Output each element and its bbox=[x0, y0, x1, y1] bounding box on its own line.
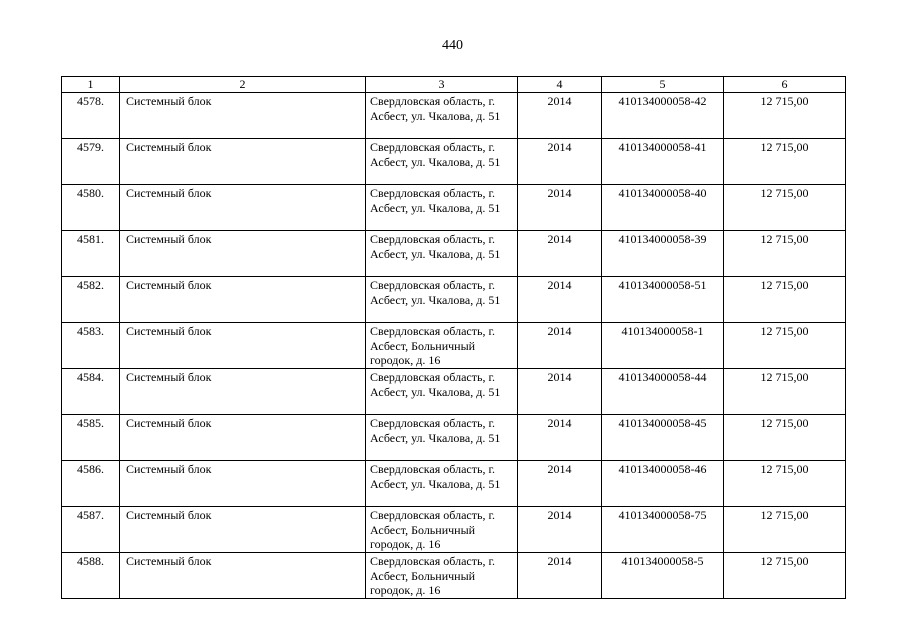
item-year: 2014 bbox=[518, 231, 602, 277]
item-cost: 12 715,00 bbox=[724, 139, 846, 185]
item-address: Свердловская область, г. Асбест, ул. Чкалова, д. 51 bbox=[366, 277, 518, 323]
inventory-number: 410134000058-1 bbox=[602, 323, 724, 369]
item-year: 2014 bbox=[518, 323, 602, 369]
item-name: Системный блок bbox=[120, 185, 366, 231]
table-row bbox=[62, 369, 846, 415]
inventory-number: 410134000058-44 bbox=[602, 369, 724, 415]
item-name: Системный блок bbox=[120, 323, 366, 369]
column-header: 5 bbox=[602, 77, 724, 93]
row-number: 4582. bbox=[62, 277, 120, 323]
inventory-number: 410134000058-45 bbox=[602, 415, 724, 461]
inventory-number: 410134000058-75 bbox=[602, 507, 724, 553]
row-number: 4580. bbox=[62, 185, 120, 231]
table-row bbox=[62, 507, 846, 553]
row-number: 4587. bbox=[62, 507, 120, 553]
column-header: 4 bbox=[518, 77, 602, 93]
inventory-number: 410134000058-5 bbox=[602, 553, 724, 599]
item-cost: 12 715,00 bbox=[724, 323, 846, 369]
item-cost: 12 715,00 bbox=[724, 461, 846, 507]
column-header: 3 bbox=[366, 77, 518, 93]
item-year: 2014 bbox=[518, 553, 602, 599]
row-number: 4581. bbox=[62, 231, 120, 277]
header-row bbox=[62, 77, 846, 93]
item-cost: 12 715,00 bbox=[724, 93, 846, 139]
row-number: 4588. bbox=[62, 553, 120, 599]
table-row bbox=[62, 461, 846, 507]
item-cost: 12 715,00 bbox=[724, 185, 846, 231]
item-name: Системный блок bbox=[120, 553, 366, 599]
table-row bbox=[62, 323, 846, 369]
item-name: Системный блок bbox=[120, 139, 366, 185]
property-table bbox=[61, 76, 846, 599]
item-name: Системный блок bbox=[120, 369, 366, 415]
row-number: 4584. bbox=[62, 369, 120, 415]
row-number: 4578. bbox=[62, 93, 120, 139]
page-number: 440 bbox=[442, 38, 463, 53]
item-cost: 12 715,00 bbox=[724, 231, 846, 277]
item-year: 2014 bbox=[518, 93, 602, 139]
item-address: Свердловская область, г. Асбест, Больничный городок, д. 16 bbox=[366, 507, 518, 553]
item-cost: 12 715,00 bbox=[724, 553, 846, 599]
table-row bbox=[62, 185, 846, 231]
inventory-number: 410134000058-42 bbox=[602, 93, 724, 139]
table-row bbox=[62, 231, 846, 277]
item-year: 2014 bbox=[518, 461, 602, 507]
item-address: Свердловская область, г. Асбест, ул. Чкалова, д. 51 bbox=[366, 231, 518, 277]
inventory-number: 410134000058-51 bbox=[602, 277, 724, 323]
column-header: 1 bbox=[62, 77, 120, 93]
item-address: Свердловская область, г. Асбест, Больничный городок, д. 16 bbox=[366, 553, 518, 599]
item-name: Системный блок bbox=[120, 93, 366, 139]
item-name: Системный блок bbox=[120, 231, 366, 277]
item-name: Системный блок bbox=[120, 461, 366, 507]
table-row bbox=[62, 277, 846, 323]
item-address: Свердловская область, г. Асбест, ул. Чкалова, д. 51 bbox=[366, 461, 518, 507]
item-name: Системный блок bbox=[120, 277, 366, 323]
row-number: 4579. bbox=[62, 139, 120, 185]
item-address: Свердловская область, г. Асбест, ул. Чкалова, д. 51 bbox=[366, 139, 518, 185]
row-number: 4585. bbox=[62, 415, 120, 461]
item-name: Системный блок bbox=[120, 507, 366, 553]
item-address: Свердловская область, г. Асбест, ул. Чкалова, д. 51 bbox=[366, 93, 518, 139]
table-row bbox=[62, 415, 846, 461]
table-row bbox=[62, 553, 846, 599]
inventory-number: 410134000058-39 bbox=[602, 231, 724, 277]
item-cost: 12 715,00 bbox=[724, 369, 846, 415]
row-number: 4583. bbox=[62, 323, 120, 369]
column-header: 6 bbox=[724, 77, 846, 93]
item-year: 2014 bbox=[518, 277, 602, 323]
item-year: 2014 bbox=[518, 507, 602, 553]
table-row bbox=[62, 93, 846, 139]
item-year: 2014 bbox=[518, 185, 602, 231]
inventory-number: 410134000058-46 bbox=[602, 461, 724, 507]
item-year: 2014 bbox=[518, 415, 602, 461]
item-address: Свердловская область, г. Асбест, ул. Чкалова, д. 51 bbox=[366, 369, 518, 415]
item-cost: 12 715,00 bbox=[724, 415, 846, 461]
item-address: Свердловская область, г. Асбест, Больничный городок, д. 16 bbox=[366, 323, 518, 369]
item-cost: 12 715,00 bbox=[724, 507, 846, 553]
column-header: 2 bbox=[120, 77, 366, 93]
inventory-number: 410134000058-41 bbox=[602, 139, 724, 185]
item-cost: 12 715,00 bbox=[724, 277, 846, 323]
row-number: 4586. bbox=[62, 461, 120, 507]
item-address: Свердловская область, г. Асбест, ул. Чкалова, д. 51 bbox=[366, 185, 518, 231]
item-address: Свердловская область, г. Асбест, ул. Чкалова, д. 51 bbox=[366, 415, 518, 461]
inventory-number: 410134000058-40 bbox=[602, 185, 724, 231]
item-year: 2014 bbox=[518, 139, 602, 185]
item-name: Системный блок bbox=[120, 415, 366, 461]
item-year: 2014 bbox=[518, 369, 602, 415]
table-row bbox=[62, 139, 846, 185]
